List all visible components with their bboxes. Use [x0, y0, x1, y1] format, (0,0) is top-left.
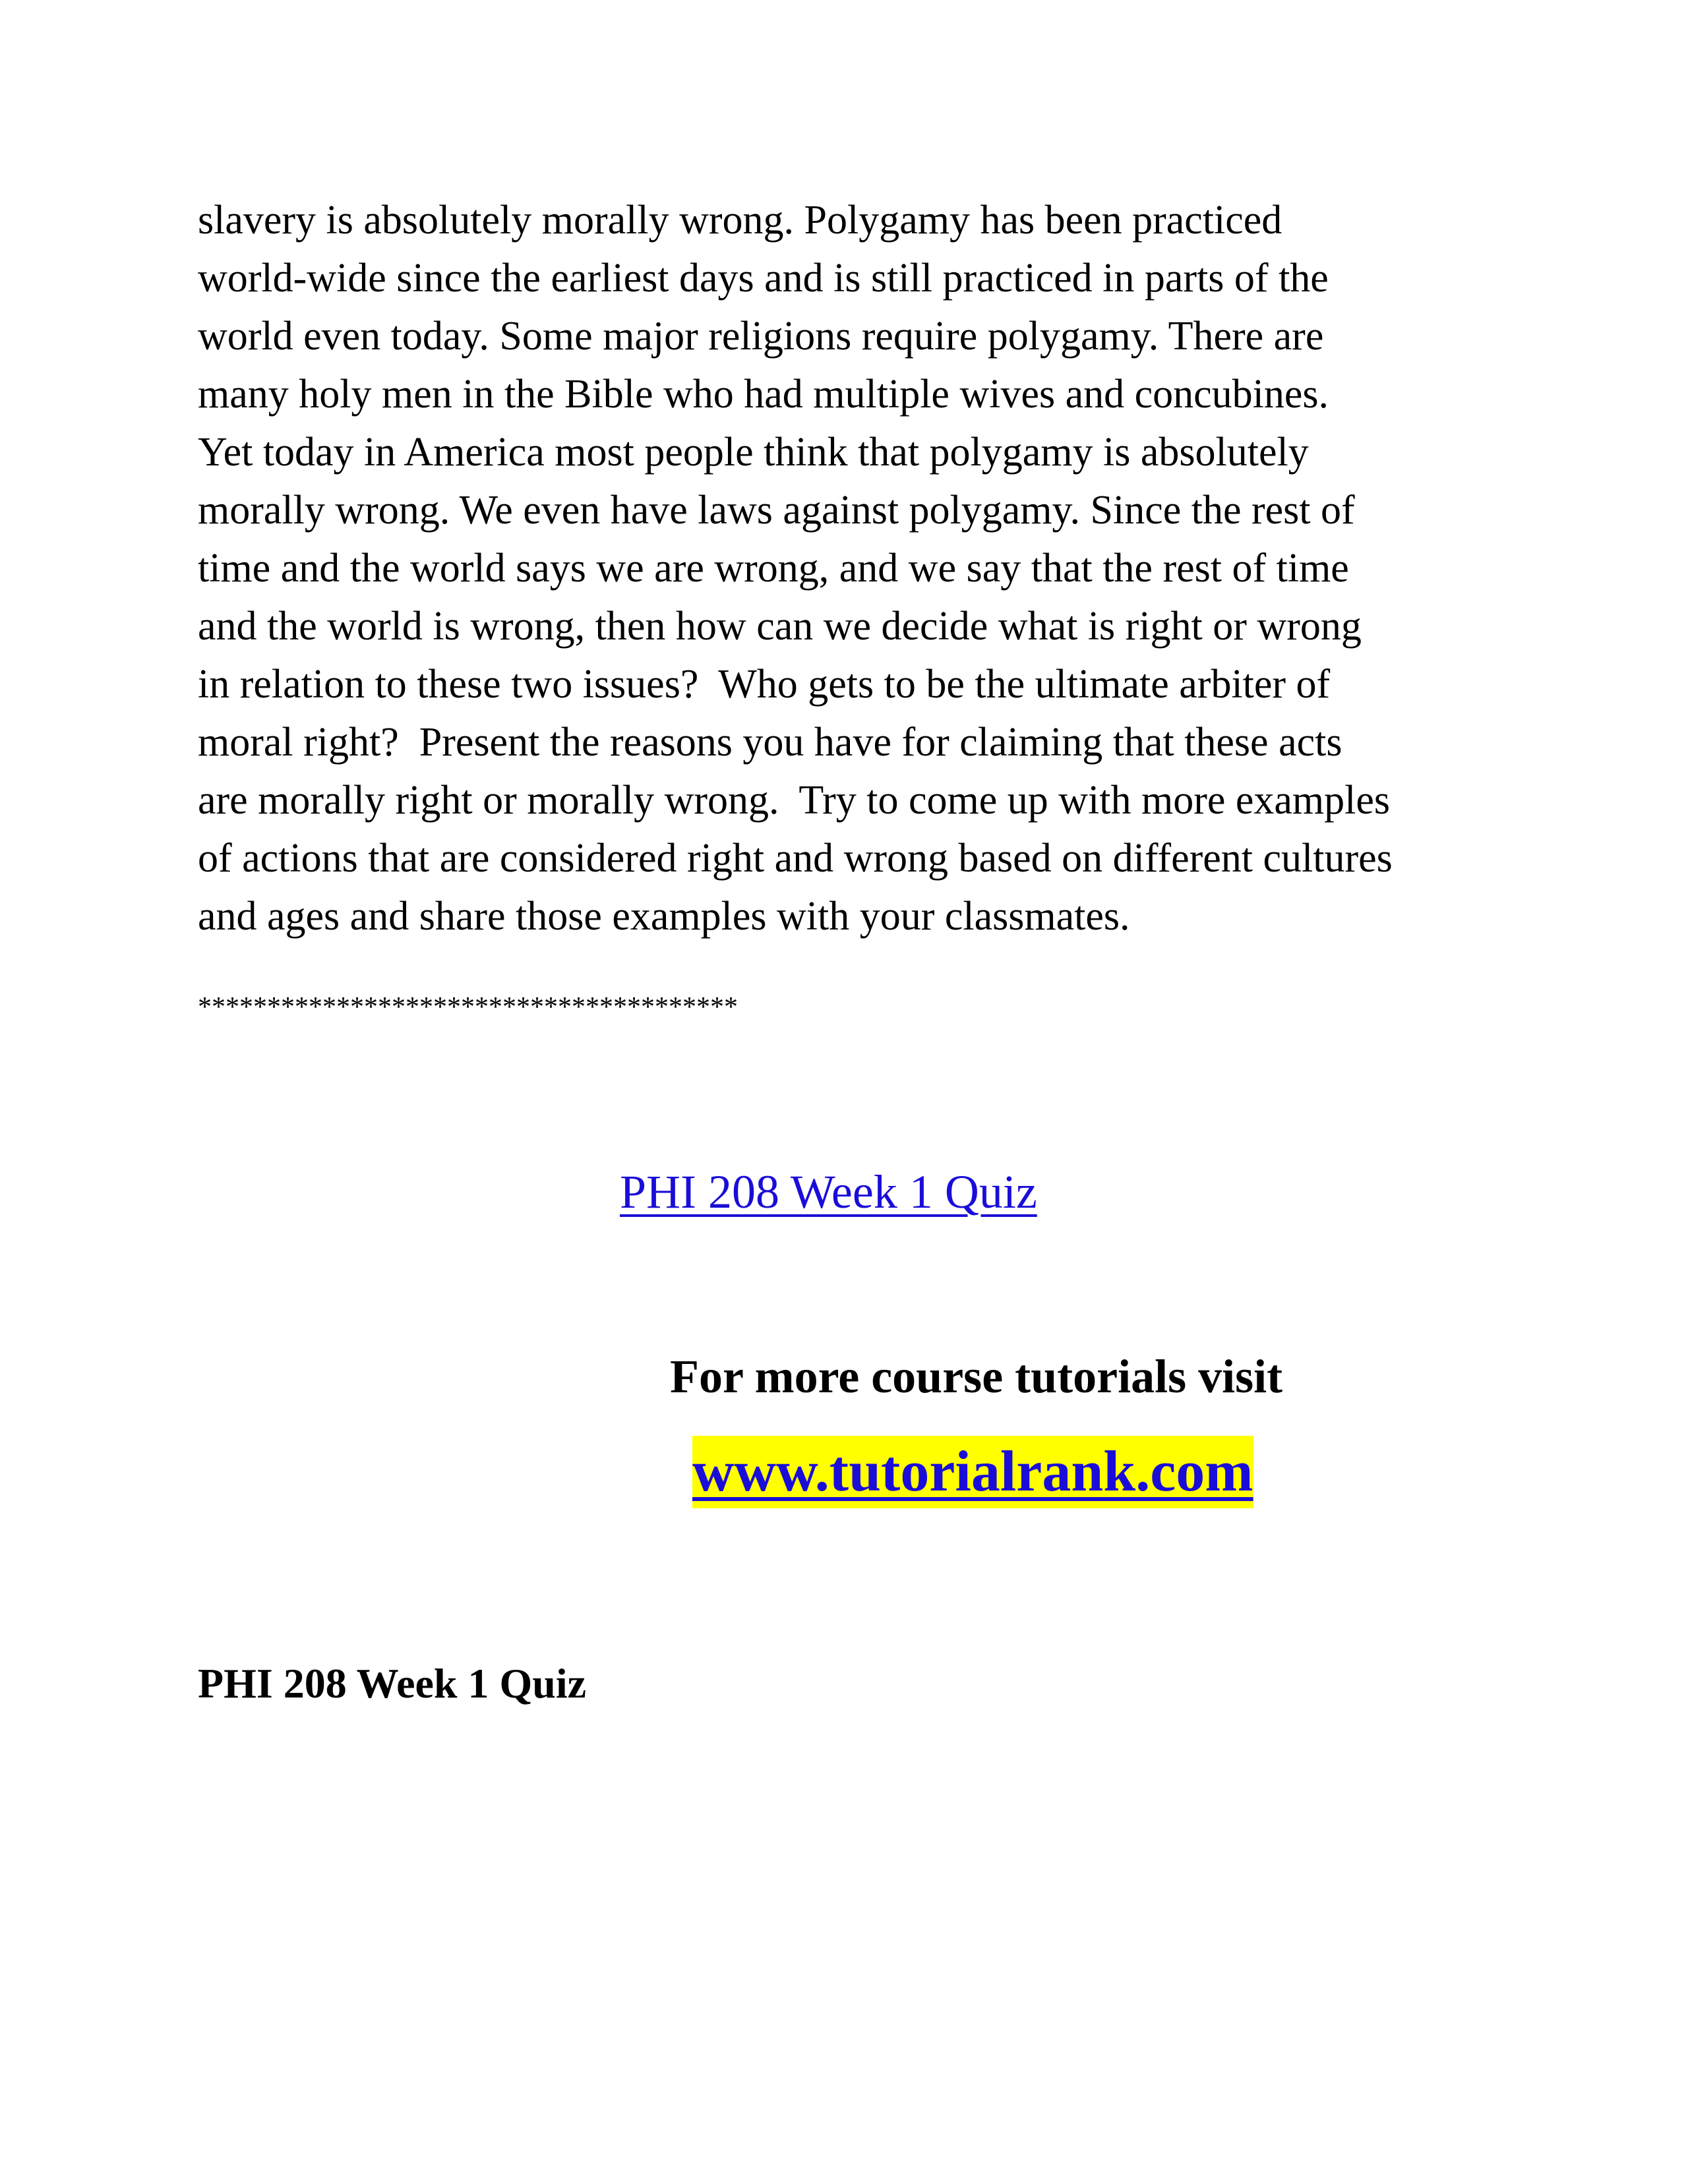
asterisk-separator: *************************************** — [198, 992, 738, 1022]
paragraph-line: world-wide since the earliest days and is still practiced in parts of the — [198, 256, 1329, 301]
promo-text: For more course tutorials visit — [670, 1350, 1283, 1403]
paragraph-line: slavery is absolutely morally wrong. Polygamy has been practiced — [198, 198, 1282, 243]
paragraph-line: morally wrong. We even have laws against polygamy. Since the rest of — [198, 488, 1355, 533]
paragraph-line: of actions that are considered right and wrong based on different cultures — [198, 836, 1393, 881]
paragraph-line: moral right? Present the reasons you have for claiming that these acts — [198, 720, 1342, 765]
paragraph-line: are morally right or morally wrong. Try to come up with more examples — [198, 778, 1390, 823]
paragraph-line: many holy men in the Bible who had multiple wives and concubines. — [198, 372, 1329, 417]
website-link[interactable]: www.tutorialrank.com — [692, 1436, 1253, 1508]
paragraph-line: and the world is wrong, then how can we decide what is right or wrong — [198, 604, 1362, 649]
section-heading: PHI 208 Week 1 Quiz — [198, 1660, 587, 1707]
paragraph-line: time and the world says we are wrong, and we say that the rest of time — [198, 546, 1349, 591]
paragraph-line: in relation to these two issues? Who gets to be the ultimate arbiter of — [198, 662, 1331, 707]
quiz-link[interactable]: PHI 208 Week 1 Quiz — [620, 1166, 1037, 1218]
paragraph-line: Yet today in America most people think that polygamy is absolutely — [198, 430, 1309, 475]
body-paragraph — [198, 191, 1517, 945]
paragraph-line: world even today. Some major religions require polygamy. There are — [198, 314, 1324, 359]
paragraph-line: and ages and share those examples with your classmates. — [198, 894, 1130, 939]
